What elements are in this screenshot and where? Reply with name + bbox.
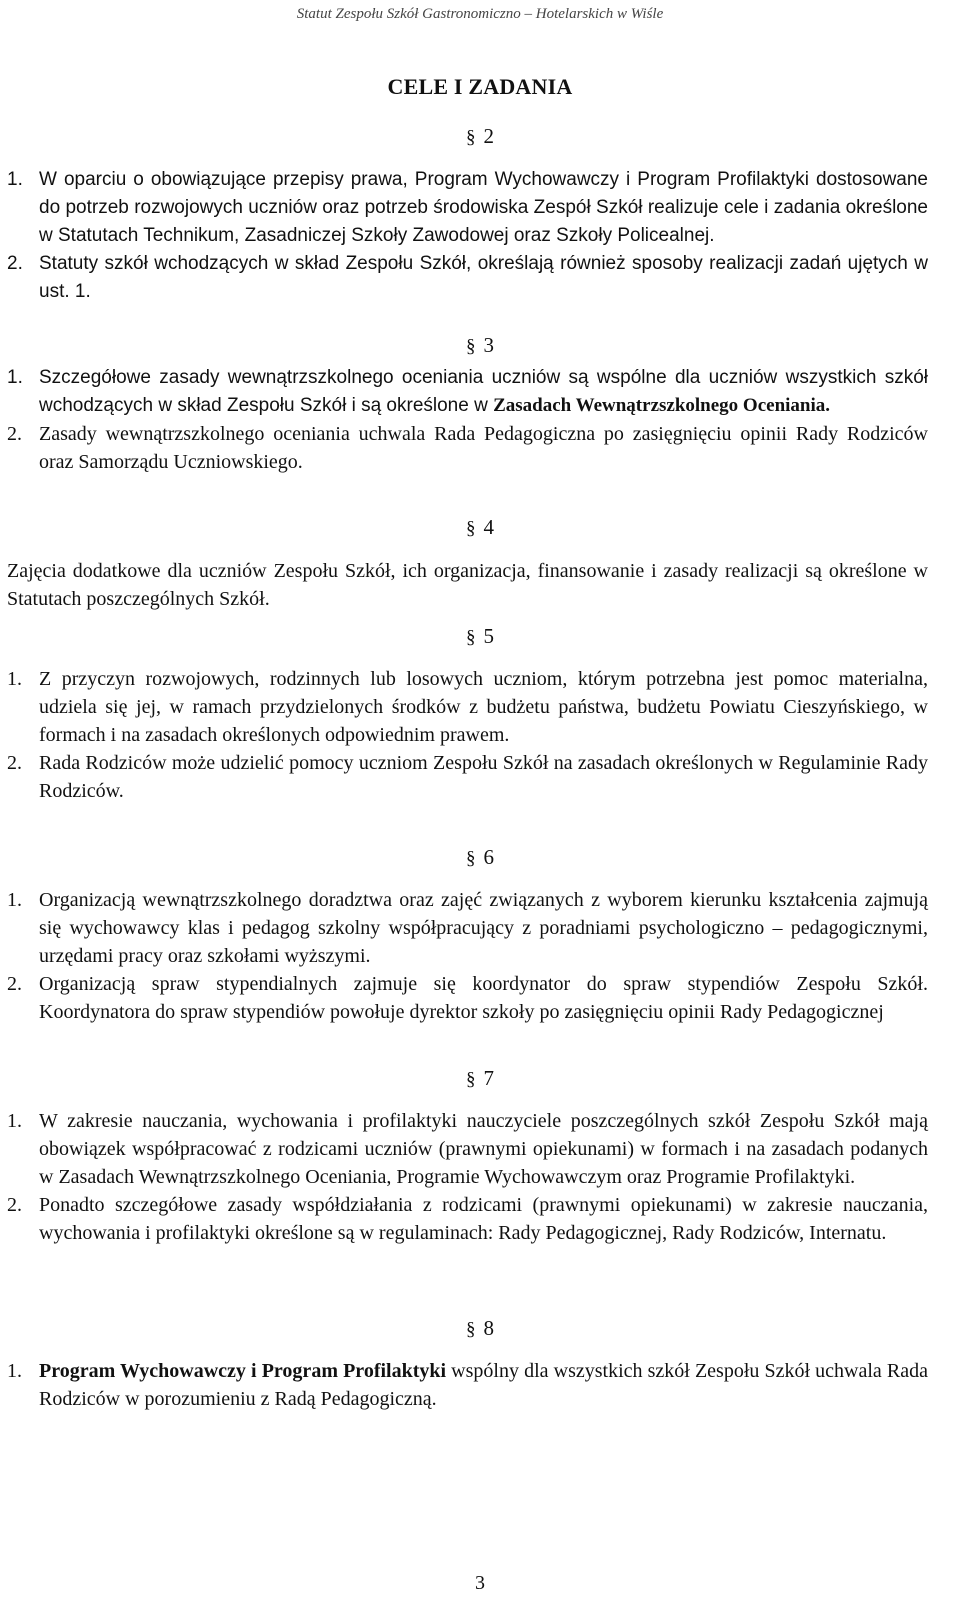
- section-3-body: [7, 364, 928, 476]
- list-item: 2. Organizacją spraw stypendialnych zajmuje się koordynator do spraw stypendiów Zespołu Szkół. Koordynatora do spraw stypendiów powołuje dyrektor szkoły po zasięgnięciu opinii Rady Pedagogicznej: [7, 973, 928, 1023]
- section-heading-7: § 7: [466, 1066, 494, 1090]
- section-2-body: [7, 166, 928, 306]
- list-item: 1. W oparciu o obowiązujące przepisy prawa, Program Wychowawczy i Program Profilaktyki dostosowane do potrzeb rozwojowych uczniów oraz potrzeb środowiska Zespół Szkół realizuje cele i zadania określone w Statutach Technikum, Zasadniczej Szkoły Zawodowej oraz Szkoły Policealnej.: [7, 169, 928, 246]
- running-header: Statut Zespołu Szkół Gastronomiczno – Hotelarskich w Wiśle: [296, 6, 664, 22]
- section-heading-6: § 6: [466, 845, 494, 869]
- list-item: 1. W zakresie nauczania, wychowania i profilaktyki nauczyciele poszczególnych szkół Zespołu Szkół mają obowiązek współpracować z rodzicami uczniów (prawnymi opiekunami) w formach i na zasadach podanych w Zasadach Wewnątrzszkolnego Oceniania, Programie Wychowawczym oraz Programie Profilaktyki.: [7, 1110, 928, 1188]
- list-item: 2. Zasady wewnątrzszkolnego oceniania uchwala Rada Pedagogiczna po zasięgnięciu opinii Rady Rodziców oraz Samorządu Uczniowskiego.: [7, 423, 928, 473]
- list-item: 1. Szczegółowe zasady wewnątrzszkolnego oceniania uczniów są wspólne dla uczniów wszystkich szkół wchodzących w skład Zespołu Szkół i są określone w Zasadach Wewnątrzszkolnego Oceniania.: [7, 367, 928, 416]
- section-7-body: [7, 1107, 928, 1247]
- list-item: 2. Statuty szkół wchodzących w skład Zespołu Szkół, określają również sposoby realizacji zadań ujętych w ust. 1.: [7, 253, 928, 302]
- list-item: 2. Ponadto szczegółowe zasady współdziałania z rodzicami (prawnymi opiekunami) w zakresie nauczania, wychowania i profilaktyki określone są w regulaminach: Rady Pedagogicznej, Rady Rodziców, Internatu.: [7, 1194, 928, 1244]
- paragraph-text: Zajęcia dodatkowe dla uczniów Zespołu Szkół, ich organizacja, finansowanie i zasady realizacji są określone w Statutach poszczególnych Szkół.: [7, 560, 928, 610]
- page-number: 3: [475, 1572, 485, 1594]
- list-item: 1. Program Wychowawczy i Program Profilaktyki wspólny dla wszystkich szkół Zespołu Szkół uchwala Rada Rodziców w porozumieniu z Radą Pedagogiczną.: [7, 1360, 928, 1410]
- section-heading-2: § 2: [466, 124, 494, 148]
- list-item: 1. Organizacją wewnątrzszkolnego doradztwa oraz zajęć związanych z wyborem kierunku kształcenia zajmują się wychowawcy klas i pedagog szkolny współpracujący z poradniami psychologiczno – pedagogicznymi, urzędami pracy oraz szkołami wyższymi.: [7, 889, 928, 967]
- chapter-title: CELE I ZADANIA: [387, 74, 573, 99]
- section-heading-5: § 5: [466, 624, 494, 648]
- section-8-body: [7, 1357, 928, 1413]
- section-4-body: [7, 557, 928, 613]
- section-heading-3: § 3: [466, 333, 494, 357]
- section-5-body: [7, 665, 928, 805]
- section-heading-8: § 8: [466, 1316, 494, 1340]
- section-heading-4: § 4: [466, 515, 494, 539]
- list-item: 2. Rada Rodziców może udzielić pomocy uczniom Zespołu Szkół na zasadach określonych w Regulaminie Rady Rodziców.: [7, 752, 928, 802]
- paragraph-symbol: §: [466, 127, 476, 148]
- list-item: 1. Z przyczyn rozwojowych, rodzinnych lub losowych uczniom, którym potrzebna jest pomoc materialna, udziela się jej, w ramach przydzielonych środków z budżetu państwa, budżetu Powiatu Cieszyńskiego, w formach i na zasadach określonych odpowiednim prawem.: [7, 668, 928, 746]
- section-6-body: [7, 886, 928, 1026]
